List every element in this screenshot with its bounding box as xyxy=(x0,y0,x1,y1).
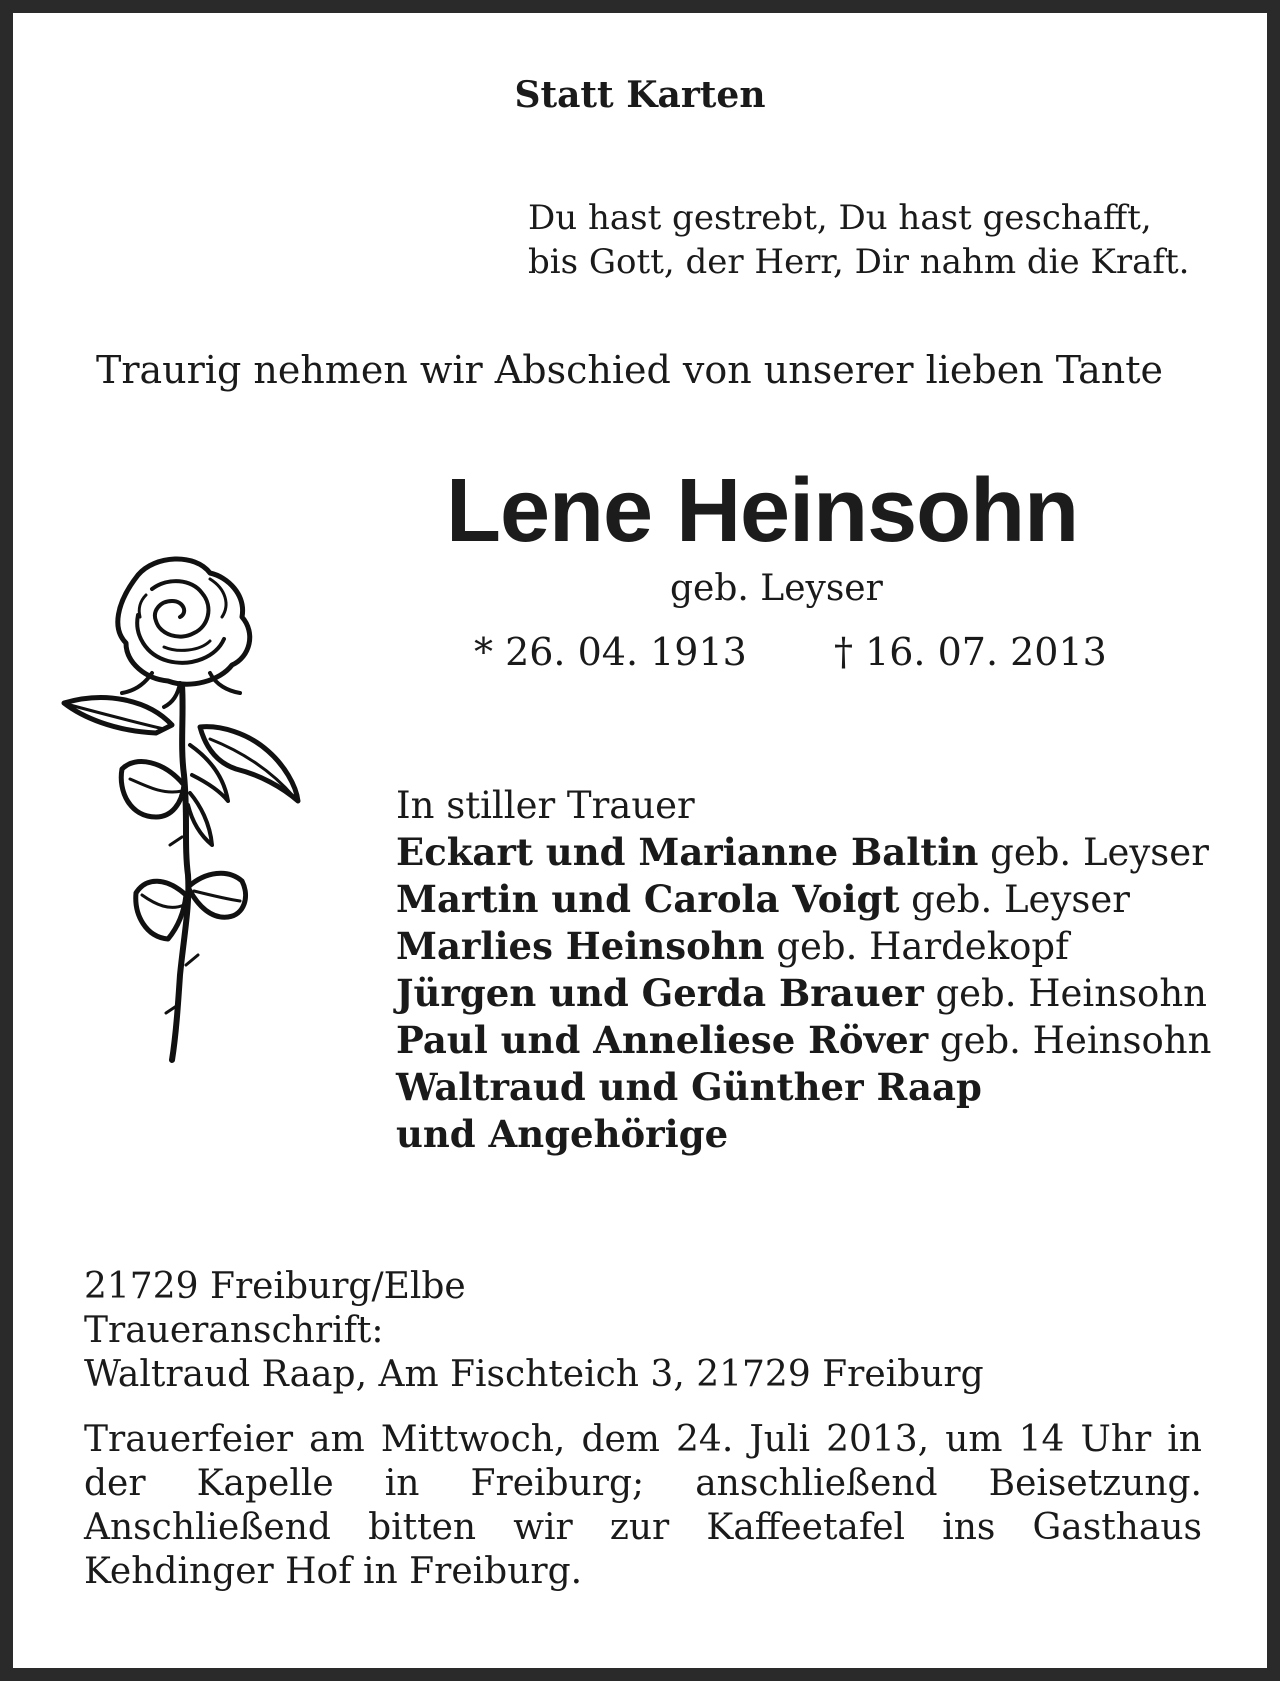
service-details: Trauerfeier am Mittwoch, dem 24. Juli 2013, um 14 Uhr in der Kapelle in Freiburg; anschließend Beisetzung. Anschließend bitten wir zur Kaffeetafel ins Gasthaus Kehdinger Hof in Freiburg. xyxy=(84,1419,1202,1592)
mourners-intro: In stiller Trauer xyxy=(396,784,695,827)
mourner-suffix: geb. Leyser xyxy=(899,878,1130,921)
address-label: Traueranschrift: xyxy=(84,1310,384,1351)
mourner-suffix: geb. Heinsohn xyxy=(923,972,1207,1015)
address-block xyxy=(84,1265,1202,1397)
mourner-entry xyxy=(396,923,1211,970)
mourners-block xyxy=(396,782,1211,1158)
header-title: Statt Karten xyxy=(514,74,766,116)
mourner-suffix: geb. Hardekopf xyxy=(764,925,1069,968)
verse-line-1: Du hast gestrebt, Du hast geschafft, xyxy=(528,198,1152,238)
mourner-name: Jürgen und Gerda Brauer xyxy=(396,971,924,1015)
notice-header xyxy=(0,74,1280,116)
mourner-entry xyxy=(396,1064,1211,1111)
mourner-entry xyxy=(396,1111,1211,1158)
mourner-suffix: geb. Heinsohn xyxy=(928,1019,1212,1062)
mourner-name: und Angehörige xyxy=(396,1112,729,1156)
mourner-name: Paul und Anneliese Röver xyxy=(396,1018,929,1062)
mourner-entry xyxy=(396,829,1211,876)
mourner-name: Eckart und Marianne Baltin xyxy=(396,830,979,874)
mourner-name: Waltraud und Günther Raap xyxy=(396,1065,982,1109)
deceased-name: Lene Heinsohn xyxy=(446,461,1079,561)
rose-icon xyxy=(60,555,328,1065)
maiden-name: geb. Leyser xyxy=(670,568,883,609)
mourner-entry xyxy=(396,876,1211,923)
address-line: Waltraud Raap, Am Fischteich 3, 21729 Freiburg xyxy=(84,1354,984,1395)
death-date: † 16. 07. 2013 xyxy=(834,630,1107,674)
mourner-entry xyxy=(396,1017,1211,1064)
mourner-name: Martin und Carola Voigt xyxy=(396,877,900,921)
mourner-name: Marlies Heinsohn xyxy=(396,924,765,968)
intro-text: Traurig nehmen wir Abschied von unserer lieben Tante xyxy=(96,348,1164,392)
verse-line-2: bis Gott, der Herr, Dir nahm die Kraft. xyxy=(528,242,1190,282)
birth-date: * 26. 04. 1913 xyxy=(474,630,747,674)
mourner-entry xyxy=(396,970,1211,1017)
mourner-suffix: geb. Leyser xyxy=(978,831,1209,874)
address-city: 21729 Freiburg/Elbe xyxy=(84,1266,466,1307)
